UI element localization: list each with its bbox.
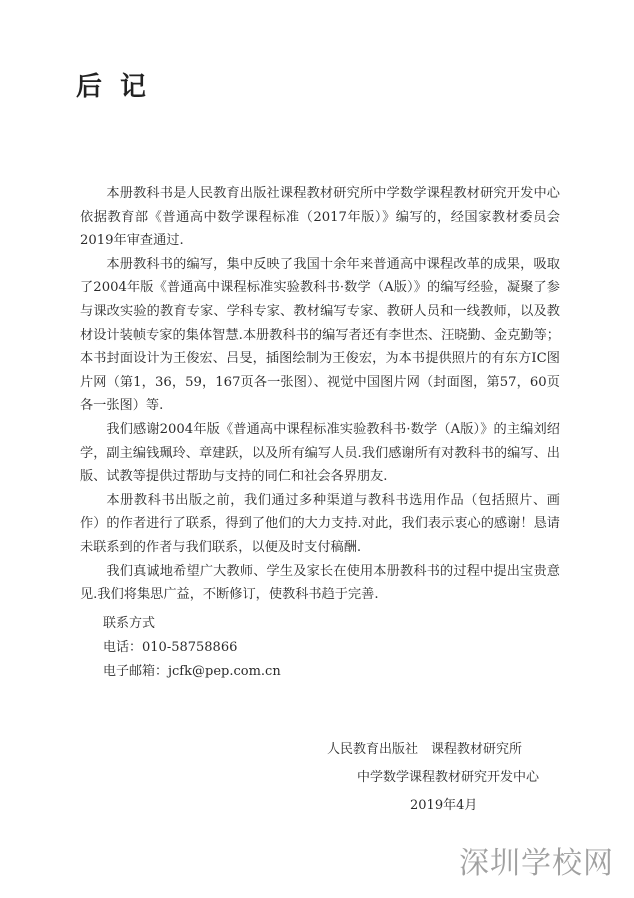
signature-block [327, 736, 539, 820]
contact-phone: 电话：010-58758866 [103, 640, 238, 655]
paragraph-4: 本册教科书出版之前，我们通过多种渠道与教科书选用作品（包括照片、画作）的作者进行了联系，得到了他们的大力支持.对此，我们表示衷心的感谢！恳请未联系到的作者与我们联系，以便及时支付稿酬. [80, 492, 560, 555]
contact-section [103, 612, 281, 684]
paragraph-5: 我们真诚地希望广大教师、学生及家长在使用本册教科书的过程中提出宝贵意见.我们将集思广益，不断修订，使教科书趋于完善. [80, 563, 560, 603]
signature-center: 中学数学课程教材研究开发中心 [357, 770, 540, 785]
contact-heading: 联系方式 [103, 616, 156, 631]
signature-date: 2019年4月 [410, 798, 478, 813]
signature-publisher: 人民教育出版社 课程教材研究所 [327, 742, 523, 757]
watermark-text: 深圳学校网 [459, 846, 614, 881]
paragraph-3: 我们感谢2004年版《普通高中课程标准实验教科书·数学（A版）》的主编刘绍学，副主编钱珮玲、章建跃，以及所有编写人员.我们感谢所有对教科书的编写、出版、试教等提供过帮助与支持的同仁和社会各界朋友. [80, 421, 560, 485]
paragraph-2: 本册教科书的编写，集中反映了我国十余年来普通高中课程改革的成果，吸取了2004年版《普通高中课程标准实验教科书·数学（A版）》的编写经验，凝聚了参与课改实验的教育专家、学科专家、教材编写专家、教研人员和一线教师，以及教材设计装帧专家的集体智慧.本册教科书的编写者还有李世杰、汪晓勤、金克勤等；本书封面设计为王俊宏、吕旻，插图绘制为王俊宏，为本书提供照片的有东方IC图片网（第1，36，59，167页各一张图）、视觉中国图片网（封面图，第57，60页各一张图）等. [80, 256, 560, 414]
afterword-body [80, 182, 560, 607]
page-title: 后记 [76, 72, 165, 102]
contact-email: 电子邮箱：jcfk@pep.com.cn [103, 664, 281, 679]
paragraph-1: 本册教科书是人民教育出版社课程教材研究所中学数学课程教材研究开发中心依据教育部《普通高中数学课程标准（2017年版）》编写的，经国家教材委员会2019年审查通过. [80, 186, 560, 249]
